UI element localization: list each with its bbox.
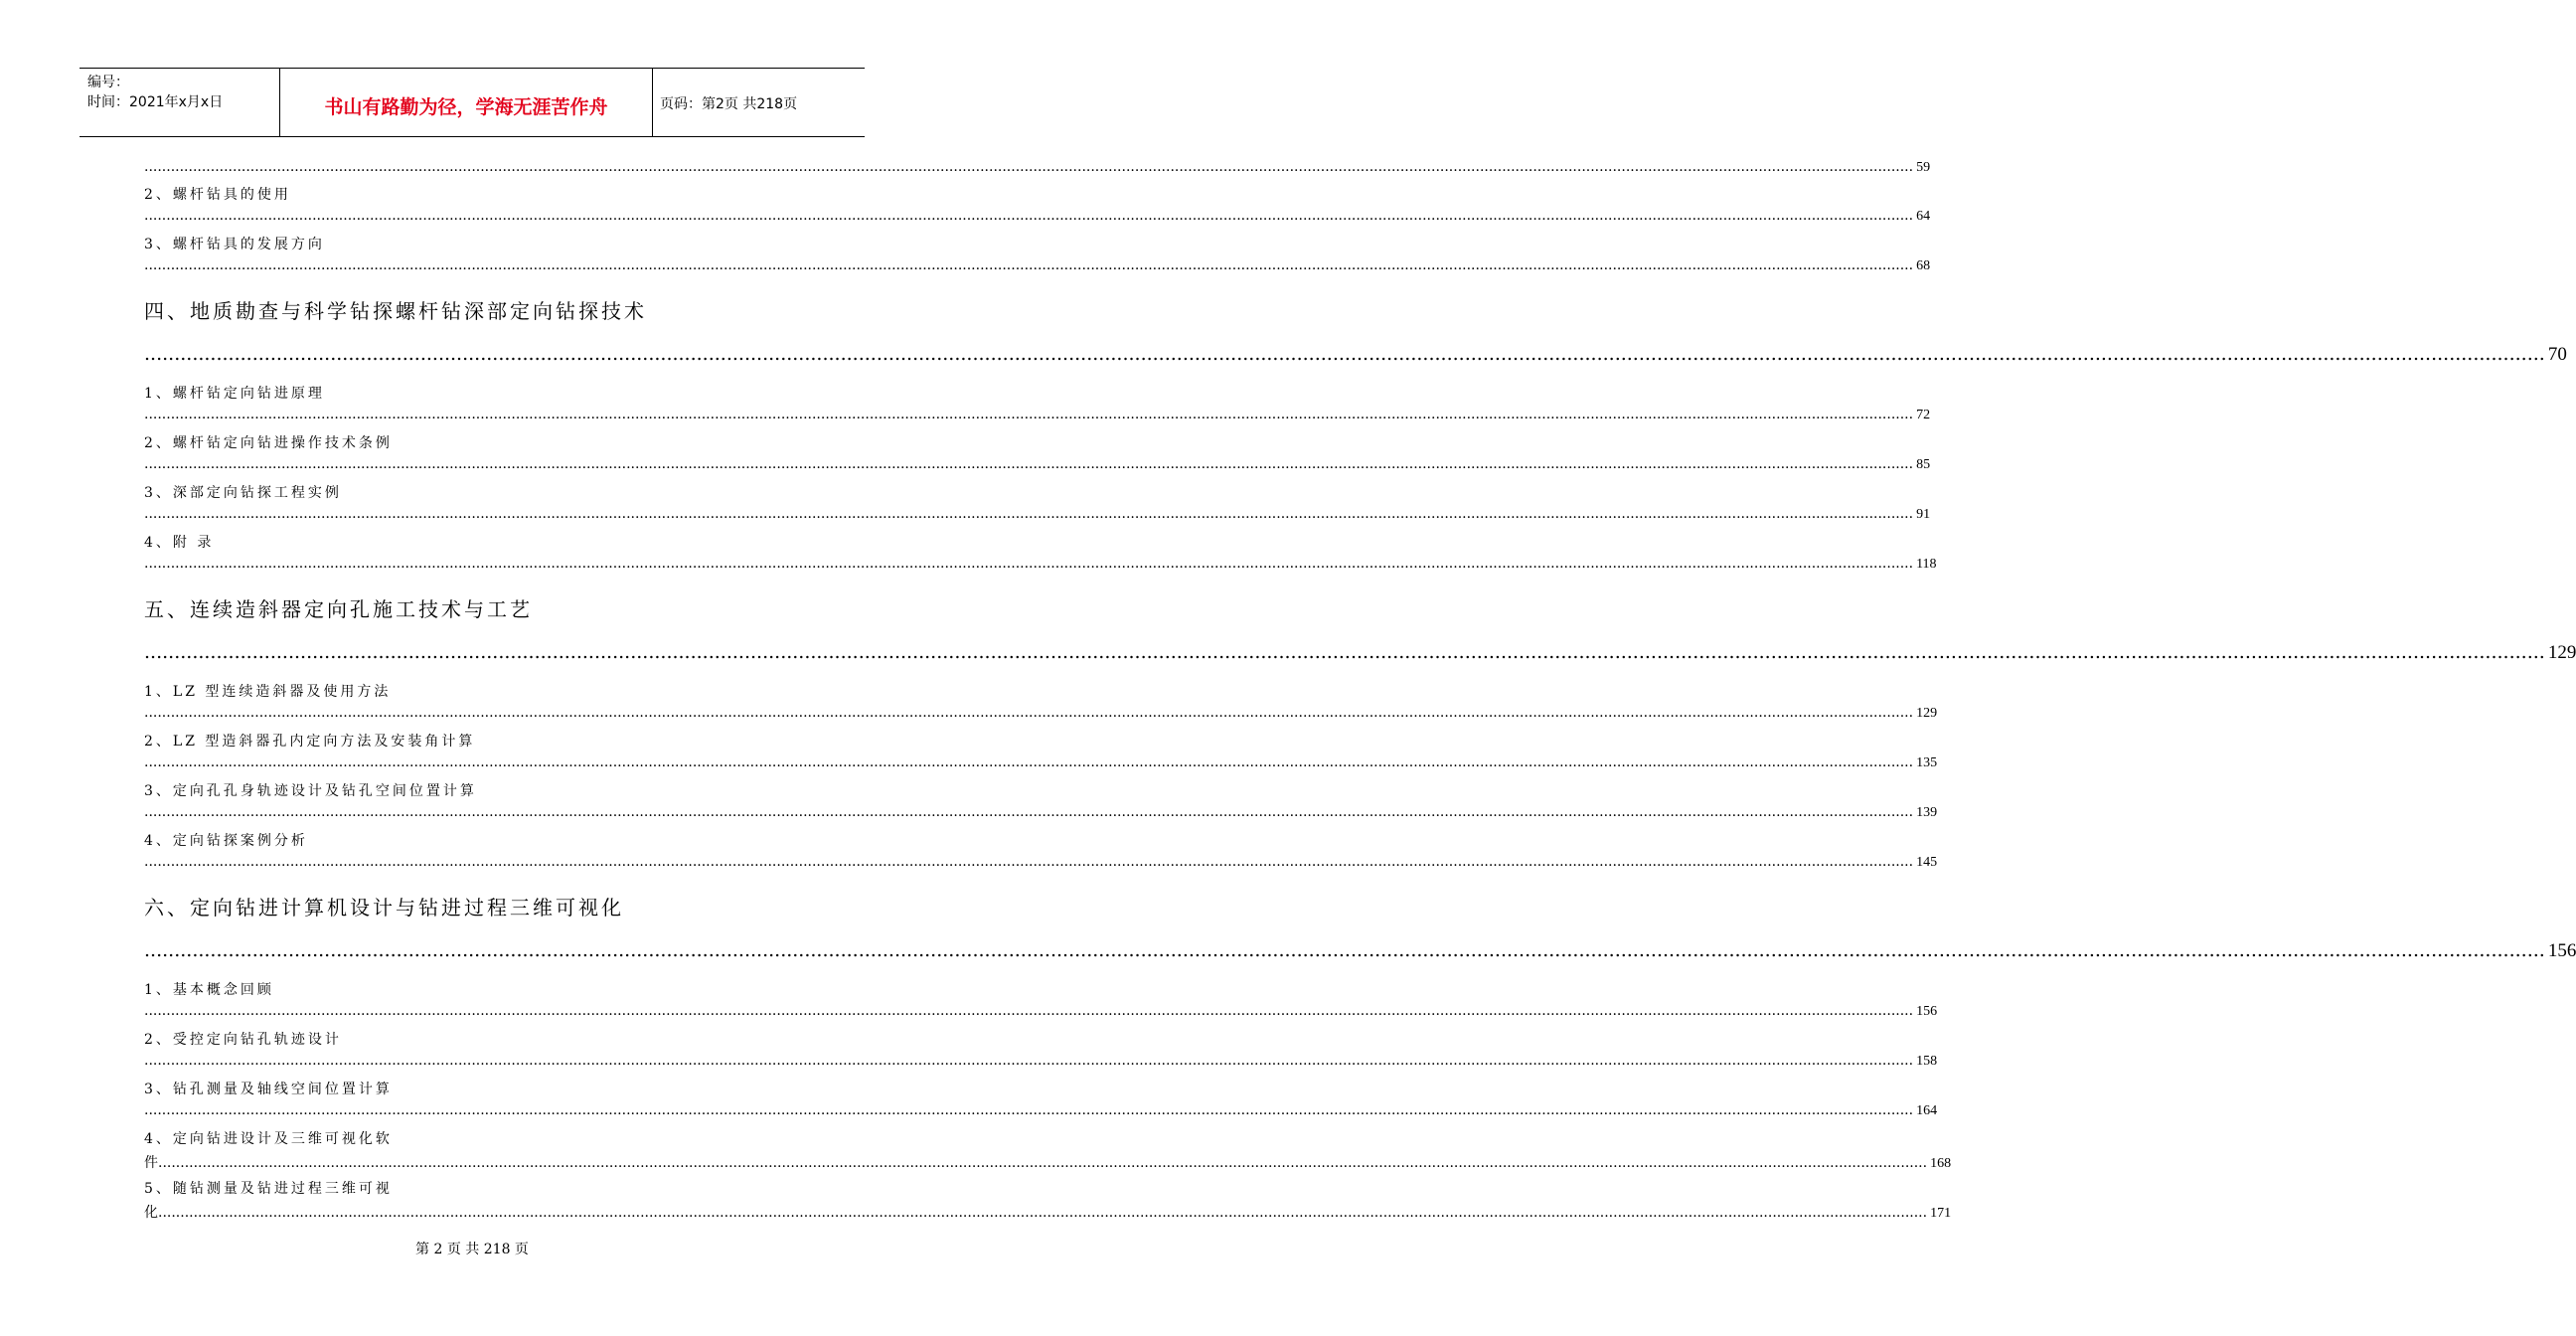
- toc-leader-line: [144, 804, 1938, 821]
- toc-page-number: 68: [1916, 258, 1931, 273]
- toc-leader-line: [144, 159, 1931, 176]
- toc-dot-leader: ................................................................................................................................................................................................................................................................................................................................................................................................................: [144, 159, 1914, 175]
- toc-entry-tail: 件: [144, 1155, 158, 1171]
- toc-entry-title: 3、钻孔测量及轴线空间位置计算: [144, 1082, 393, 1097]
- toc-page-number: 139: [1916, 805, 1938, 820]
- toc-page-number: 158: [1916, 1054, 1938, 1069]
- toc-page-number: 135: [1916, 755, 1938, 770]
- toc-dot-leader: ................................................................................................................................................................................................................................................................................................................................................................................................................: [144, 556, 1914, 572]
- toc-entry-title: 2、螺杆钻定向钻进操作技术条例: [144, 435, 393, 451]
- page-footer: 第 2 页 共 218 页: [415, 1242, 529, 1257]
- toc-dot-leader: ................................................................................................................................................................................................................................................................................................................................................................................................................: [144, 641, 2545, 663]
- toc-page-number: 64: [1916, 209, 1931, 224]
- toc-dot-leader: ................................................................................................................................................................................................................................................................................................................................................................................................................: [144, 854, 1914, 870]
- toc-leader-line: [144, 1003, 1938, 1020]
- toc-page-number: 70: [2547, 344, 2567, 365]
- toc-entry-title: 5、随钻测量及钻进过程三维可视: [144, 1181, 393, 1197]
- toc-leader-line: [144, 754, 1938, 771]
- toc-entry-title: 1、螺杆钻定向钻进原理: [144, 386, 325, 402]
- toc-dot-leader: ................................................................................................................................................................................................................................................................................................................................................................................................................: [144, 208, 1914, 224]
- toc-dot-leader: ................................................................................................................................................................................................................................................................................................................................................................................................................: [144, 754, 1914, 770]
- toc-page-number: 164: [1916, 1103, 1938, 1118]
- page-info: 页码：第2页 共218页: [660, 96, 798, 112]
- toc-page-number: 91: [1916, 507, 1931, 522]
- toc-leader-line: [144, 1202, 1952, 1222]
- toc-dot-leader: ................................................................................................................................................................................................................................................................................................................................................................................................................: [144, 939, 2545, 961]
- toc-dot-leader: ................................................................................................................................................................................................................................................................................................................................................................................................................: [144, 804, 1914, 820]
- toc-leader-line: [144, 343, 2567, 366]
- toc-leader-line: [144, 705, 1938, 722]
- toc-leader-line: [144, 556, 1937, 573]
- toc-page-number: 171: [1930, 1206, 1952, 1221]
- toc-entry-title: 3、螺杆钻具的发展方向: [144, 237, 325, 252]
- toc-entry-title: 2、LZ 型造斜器孔内定向方法及安装角计算: [144, 734, 476, 750]
- motto: 书山有路勤为径，学海无涯苦作舟: [324, 96, 608, 118]
- toc-page-number: 85: [1916, 457, 1931, 472]
- toc-leader-line: [144, 854, 1938, 871]
- toc-entry-title: 1、基本概念回顾: [144, 982, 274, 998]
- toc-dot-leader: ................................................................................................................................................................................................................................................................................................................................................................................................................: [144, 1003, 1914, 1019]
- toc-leader-line: [144, 641, 2576, 664]
- toc-chapter-title: 四、地质勘查与科学钻探螺杆钻深部定向钻探技术: [144, 299, 647, 323]
- toc-entry-tail: 化: [144, 1205, 158, 1221]
- toc-dot-leader: ................................................................................................................................................................................................................................................................................................................................................................................................................: [144, 1053, 1914, 1069]
- toc-entry-title: 4、定向钻进设计及三维可视化软: [144, 1131, 393, 1147]
- toc-entry-title: 4、定向钻探案例分析: [144, 833, 308, 849]
- toc-page-number: 156: [1916, 1004, 1938, 1019]
- toc-entry-title: 4、附 录: [144, 535, 215, 551]
- toc-dot-leader: ................................................................................................................................................................................................................................................................................................................................................................................................................: [144, 1102, 1914, 1118]
- toc-entry-title: 3、深部定向钻探工程实例: [144, 485, 342, 501]
- toc-entry-title: 2、螺杆钻具的使用: [144, 187, 291, 203]
- toc-entry-title: 3、定向孔孔身轨迹设计及钻孔空间位置计算: [144, 783, 477, 799]
- toc-dot-leader: ................................................................................................................................................................................................................................................................................................................................................................................................................: [158, 1205, 1928, 1221]
- toc-page-number: 129: [2547, 642, 2576, 663]
- toc-leader-line: [144, 506, 1931, 523]
- toc-dot-leader: ................................................................................................................................................................................................................................................................................................................................................................................................................: [144, 705, 1914, 721]
- toc-entry-title: 1、LZ 型连续造斜器及使用方法: [144, 684, 392, 700]
- toc-page-number: 72: [1916, 408, 1931, 422]
- toc-dot-leader: ................................................................................................................................................................................................................................................................................................................................................................................................................: [144, 407, 1914, 422]
- toc-leader-line: [144, 407, 1931, 423]
- toc-page-number: 129: [1916, 706, 1938, 721]
- toc-page-number: 59: [1916, 160, 1931, 175]
- toc-page-number: 168: [1930, 1156, 1952, 1171]
- toc-leader-line: [144, 257, 1931, 274]
- toc-chapter-title: 五、连续造斜器定向孔施工技术与工艺: [144, 597, 533, 621]
- toc-page-number: 156: [2547, 940, 2576, 961]
- toc-leader-line: [144, 1102, 1938, 1119]
- toc-leader-line: [144, 1152, 1952, 1172]
- toc-leader-line: [144, 1053, 1938, 1070]
- toc-chapter-title: 六、定向钻进计算机设计与钻进过程三维可视化: [144, 896, 624, 919]
- toc-leader-line: [144, 456, 1931, 473]
- toc-dot-leader: ................................................................................................................................................................................................................................................................................................................................................................................................................: [144, 456, 1914, 472]
- toc-page-number: 145: [1916, 855, 1938, 870]
- toc-page-number: 118: [1916, 557, 1937, 572]
- toc-dot-leader: ................................................................................................................................................................................................................................................................................................................................................................................................................: [144, 343, 2545, 365]
- toc-entry-title: 2、受控定向钻孔轨迹设计: [144, 1032, 342, 1048]
- time-label: 时间：2021年x月x日: [87, 94, 224, 110]
- toc-dot-leader: ................................................................................................................................................................................................................................................................................................................................................................................................................: [158, 1155, 1928, 1171]
- toc-leader-line: [144, 208, 1931, 225]
- toc-leader-line: [144, 939, 2576, 962]
- toc-dot-leader: ................................................................................................................................................................................................................................................................................................................................................................................................................: [144, 257, 1914, 273]
- number-label: 编号：: [87, 75, 129, 90]
- toc-dot-leader: ................................................................................................................................................................................................................................................................................................................................................................................................................: [144, 506, 1914, 522]
